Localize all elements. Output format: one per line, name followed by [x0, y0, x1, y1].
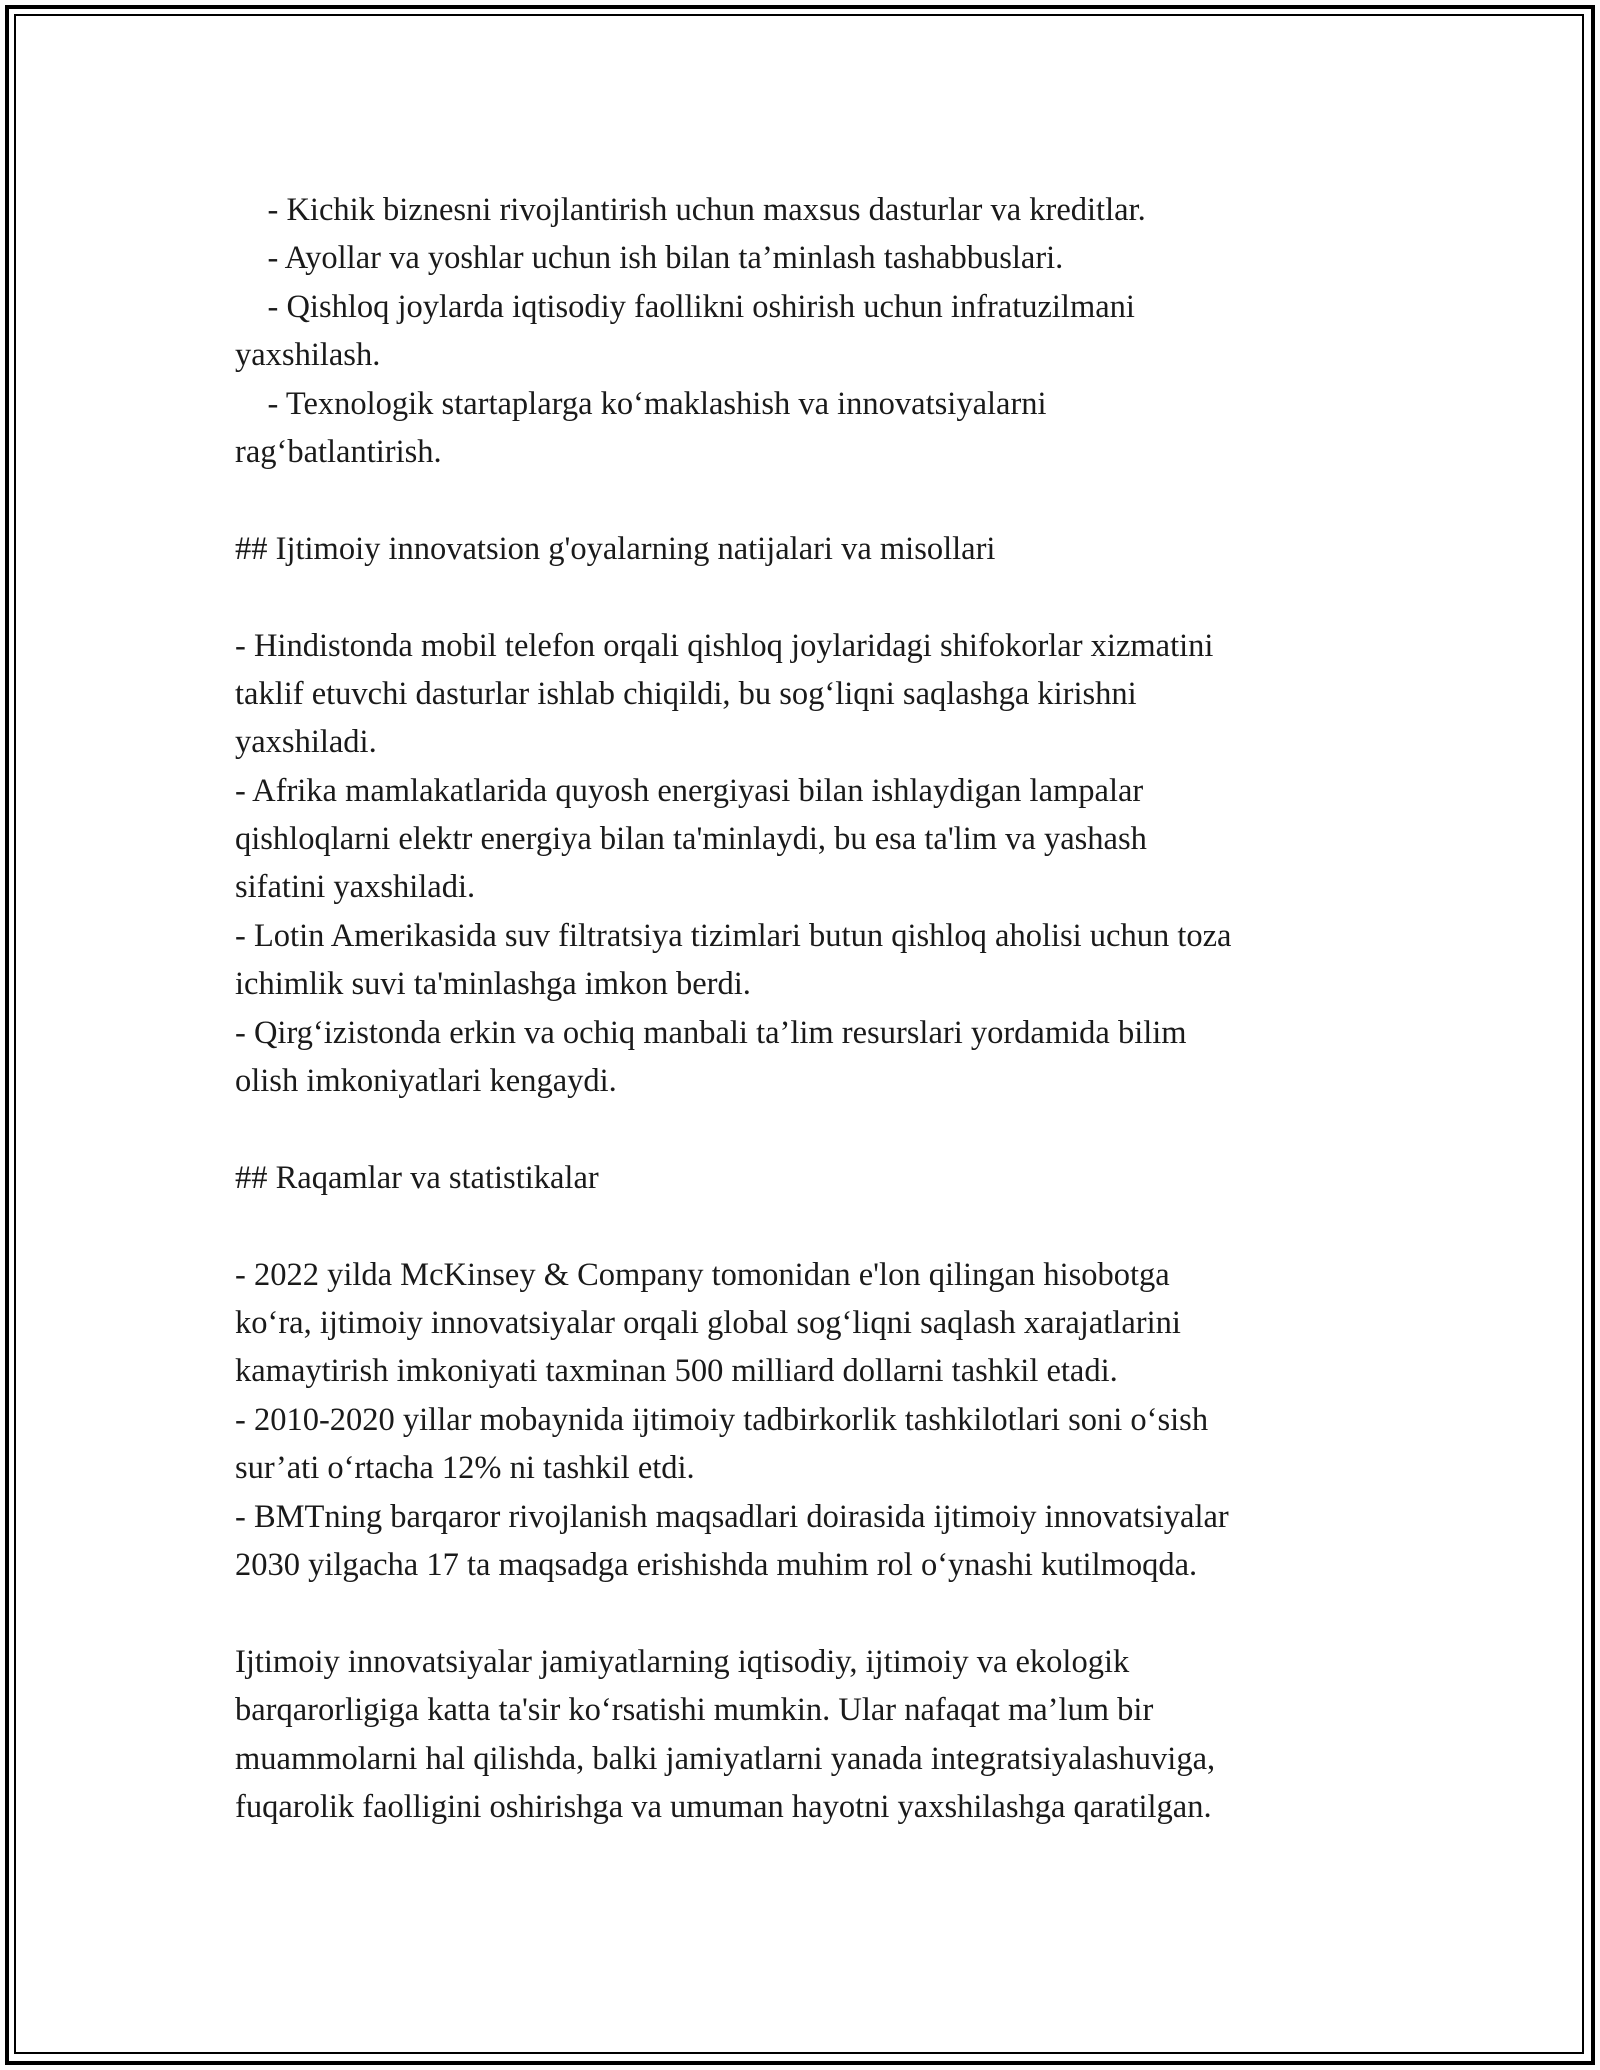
blank-line — [235, 476, 1385, 524]
blank-line — [235, 1202, 1385, 1250]
text-line: barqarorligiga katta ta'sir ko‘rsatishi mumkin. Ular nafaqat ma’lum bir — [235, 1692, 1154, 1729]
text-line: Ijtimoiy innovatsiyalar jamiyatlarning iqtisodiy, ijtimoiy va ekologik — [235, 1643, 1130, 1680]
text-line: ko‘ra, ijtimoiy innovatsiyalar orqali global sog‘liqni saqlash xarajatlarini — [235, 1304, 1181, 1341]
text-line: 2030 yilgacha 17 ta maqsadga erishishda muhim rol o‘ynashi kutilmoqda. — [235, 1546, 1198, 1583]
text-line: taklif etuvchi dasturlar ishlab chiqildi, bu sog‘liqni saqlashga kirishni — [235, 675, 1137, 712]
blank-line — [235, 1105, 1385, 1153]
text-line: - Kichik biznesni rivojlantirish uchun maxsus dasturlar va kreditlar. — [235, 192, 1146, 228]
section-heading: ## Ijtimoiy innovatsion g'oyalarning natijalari va misollari — [235, 530, 996, 567]
text-line: yaxshilash. — [235, 337, 381, 374]
text-line: olish imkoniyatlari kengaydi. — [235, 1063, 617, 1100]
document-body — [235, 186, 1385, 1831]
blank-line — [235, 1589, 1385, 1637]
text-line: ichimlik suvi ta'minlashga imkon berdi. — [235, 966, 751, 1003]
text-line: - BMTning barqaror rivojlanish maqsadlari doirasida ijtimoiy innovatsiyalar — [235, 1498, 1229, 1535]
text-line: - Qishloq joylarda iqtisodiy faollikni oshirish uchun infratuzilmani — [235, 288, 1135, 325]
text-line: muammolarni hal qilishda, balki jamiyatlarni yanada integratsiyalashuviga, — [235, 1740, 1216, 1777]
text-line: - Qirg‘izistonda erkin va ochiq manbali ta’lim resurslari yordamida bilim — [235, 1014, 1187, 1051]
text-line: - Texnologik startaplarga ko‘maklashish va innovatsiyalarni — [235, 385, 1047, 422]
text-line: rag‘batlantirish. — [235, 433, 442, 470]
text-line: - Hindistonda mobil telefon orqali qishloq joylaridagi shifokorlar xizmatini — [235, 627, 1214, 664]
text-line: - Ayollar va yoshlar uchun ish bilan ta’minlash tashabbuslari. — [235, 240, 1064, 277]
text-line: - Lotin Amerikasida suv filtratsiya tizimlari butun qishloq aholisi uchun toza — [235, 917, 1232, 954]
text-line: - 2010-2020 yillar mobaynida ijtimoiy tadbirkorlik tashkilotlari soni o‘sish — [235, 1401, 1209, 1438]
text-line: kamaytirish imkoniyati taxminan 500 milliard dollarni tashkil etadi. — [235, 1353, 1118, 1390]
text-line: qishloqlarni elektr energiya bilan ta'minlaydi, bu esa ta'lim va yashash — [235, 821, 1147, 858]
text-line: sifatini yaxshiladi. — [235, 869, 476, 906]
blank-line — [235, 573, 1385, 621]
text-line: sur’ati o‘rtacha 12% ni tashkil etdi. — [235, 1450, 695, 1487]
text-line: - Afrika mamlakatlarida quyosh energiyasi bilan ishlaydigan lampalar — [235, 772, 1144, 809]
text-line: yaxshiladi. — [235, 724, 377, 761]
text-line: fuqarolik faolligini oshirishga va umuman hayotni yaxshilashga qaratilgan. — [235, 1788, 1212, 1825]
text-line: - 2022 yilda McKinsey & Company tomonidan e'lon qilingan hisobotga — [235, 1256, 1170, 1293]
section-heading: ## Raqamlar va statistikalar — [235, 1159, 599, 1196]
